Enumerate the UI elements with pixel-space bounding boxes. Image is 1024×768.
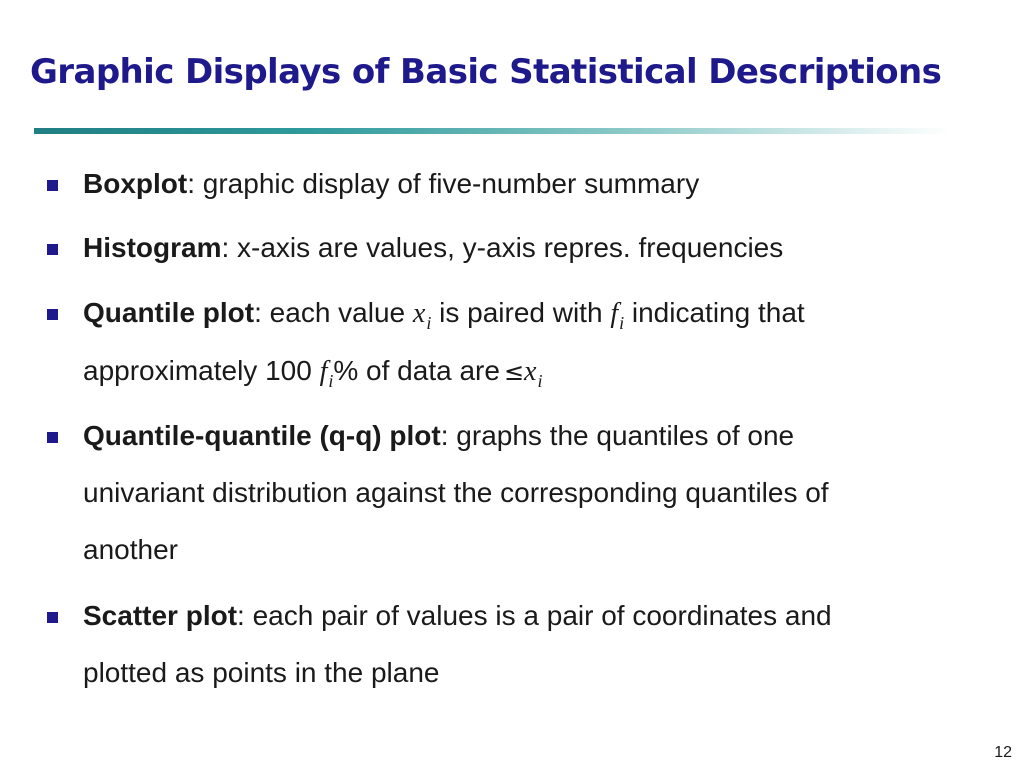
page-number: 12 [994,744,1012,761]
bullet-text: approximately 100 [83,355,320,386]
bullet-scatter-plot-line-1 [83,598,832,634]
bullet-text: % of data are [333,355,500,386]
square-bullet-icon [47,309,58,320]
math-var-f: f [319,356,328,387]
math-var-f: f [610,298,619,329]
bullet-histogram [83,230,783,266]
bullet-term: Scatter plot [83,600,238,631]
bullet-text: : graphs the quantiles of one [440,420,795,451]
bullet-quantile-plot-line-1 [83,295,805,334]
math-sub-i: i [426,313,432,333]
bullet-boxplot [83,166,699,202]
less-or-equal-symbol: ≤ [503,358,525,386]
bullet-text: : x-axis are values, y-axis repres. frequencies [221,232,784,263]
bullet-scatter-plot-line-2: plotted as points in the plane [83,657,440,688]
square-bullet-icon [47,432,58,443]
math-sub-i: i [328,371,334,391]
bullet-qq-plot-line-3: another [83,534,178,565]
bullet-term: Histogram [83,232,222,263]
square-bullet-icon [47,180,58,191]
square-bullet-icon [47,244,58,255]
math-var-x: x [412,298,426,329]
bullet-text: : each pair of values is a pair of coordinates and [237,600,832,631]
bullet-qq-plot-line-1 [83,418,794,454]
bullet-text: is paired with [431,297,611,328]
bullet-term: Quantile-quantile (q-q) plot [83,420,441,451]
math-sub-i: i [537,371,543,391]
bullet-term: Quantile plot [83,297,255,328]
bullet-text: : graphic display of five-number summary [187,168,700,199]
math-sub-i: i [619,313,625,333]
bullet-qq-plot-line-2: univariant distribution against the corresponding quantiles of [83,477,829,508]
square-bullet-icon [47,612,58,623]
bullet-text: indicating that [624,297,805,328]
bullet-quantile-plot-line-2 [83,353,543,392]
bullet-term: Boxplot [83,168,188,199]
slide-title: Graphic Displays of Basic Statistical Descriptions [30,52,942,92]
math-var-x: x [524,356,537,387]
bullet-text: : each value [254,297,413,328]
